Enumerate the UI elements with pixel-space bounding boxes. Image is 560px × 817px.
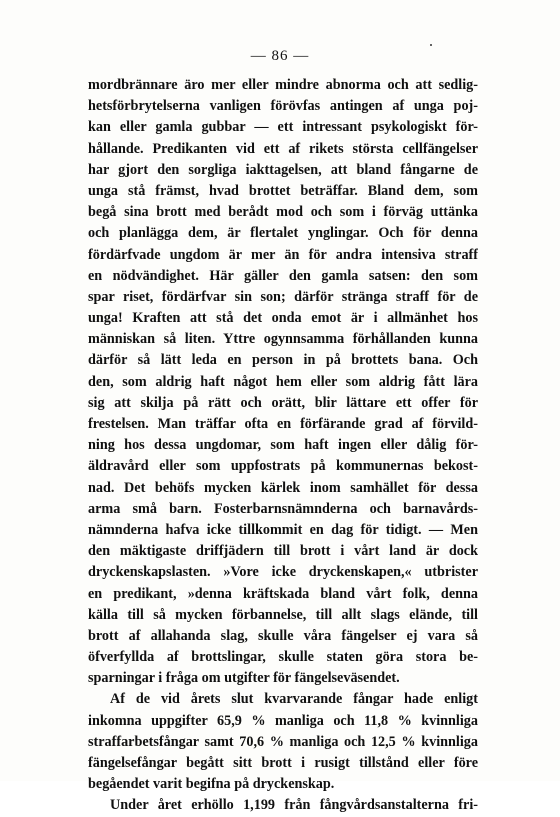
text-line: hetsförbrytelserna vanligen förövfas antingen af unga poj- <box>88 98 478 115</box>
text-line: unga! Kraften att stå det onda emot är i allmänhet hos <box>88 310 478 327</box>
text-line: sig att skilja på rätt och orätt, blir lättare ett offer för <box>88 394 478 411</box>
text-line: människan så liten. Yttre ogynnsamma förhållanden kunna <box>88 331 478 348</box>
text-line: en nödvändighet. Här gäller den gamla satsen: den som <box>88 267 478 284</box>
text-line: nämnderna hafva icke tillkommit en dag för tidigt. — Men <box>88 521 478 538</box>
text-line: mordbrännare äro mer eller mindre abnorma och att sedlig- <box>88 77 478 93</box>
ink-speck <box>430 44 432 46</box>
text-line: kan eller gamla gubbar — ett intressant psykologiskt för- <box>88 119 478 136</box>
text-line: brott af allahanda slag, skulle våra fängelser ej vara så <box>88 627 478 644</box>
text-line: därför så lätt leda en person in på brottets bana. Och <box>88 352 478 369</box>
text-line: straffarbetsfångar samt 70,6 % manliga och 12,5 % kvinnliga <box>88 733 478 750</box>
text-line: ning hos dessa ungdomar, som haft ingen eller dålig för- <box>88 437 478 454</box>
text-line: fängelsefångar begått sitt brott i rusigt tillstånd eller före <box>88 755 478 771</box>
text-line: dryckenskapslasten. »Vore icke dryckenskapen,« utbrister <box>88 564 478 581</box>
text-line: inkomna uppgifter 65,9 % manliga och 11,8 % kvinnliga <box>88 712 478 729</box>
text-line: fördärfvade ungdom är mer än för andra intensiva straff <box>88 246 478 263</box>
text-line: den, som aldrig haft något hem eller som aldrig fått lära <box>88 373 478 390</box>
text-line: öfverfyllda af brottslingar, skulle staten göra stora be- <box>88 649 478 666</box>
text-line: har gjort den sorgliga iakttagelsen, att bland fångarne de <box>88 161 478 178</box>
text-line: sparningar i fråga om utgifter för fängelseväsendet. <box>88 670 400 687</box>
text-line: den mäktigaste driffjädern till brott i vårt land är dock <box>88 543 478 560</box>
text-line: källa till så mycken förbannelse, till allt slags elände, till <box>88 606 478 623</box>
body-text <box>88 75 478 817</box>
text-line: Af de vid årets slut kvarvarande fångar hade enligt <box>110 691 478 708</box>
text-line: frestelsen. Man träffar ofta en förfärande grad af förvild- <box>88 416 478 432</box>
text-line: spar riset, fördärfvar sin son; därför stränga straff för de <box>88 288 478 305</box>
text-line: nad. Det behöfs mycken kärlek inom samhället för dessa <box>88 479 478 496</box>
text-line: unga stå främst, hvad brottet beträffar. Bland dem, som <box>88 182 478 199</box>
page-number: — 86 — <box>250 48 310 64</box>
text-line: begåendet varit begifna på dryckenskap. <box>88 776 335 793</box>
text-line: arma små barn. Fosterbarnsnämnderna och barnavårds- <box>88 500 478 517</box>
text-line: begå sina brott med berådt mod och som i förväg uttänka <box>88 204 478 221</box>
text-line: äldravård eller som uppfostrats på kommunernas bekost- <box>88 458 478 475</box>
text-line: Under året erhöllo 1,199 från fångvårdsanstalterna fri- <box>110 797 478 814</box>
text-line: en predikant, »denna kräftskada bland vårt folk, denna <box>88 585 478 602</box>
text-line: och planlägga dem, är flertalet ynglingar. Och för denna <box>88 225 478 242</box>
text-line: hållande. Predikanten vid ett af rikets största cellfängelser <box>88 140 478 157</box>
